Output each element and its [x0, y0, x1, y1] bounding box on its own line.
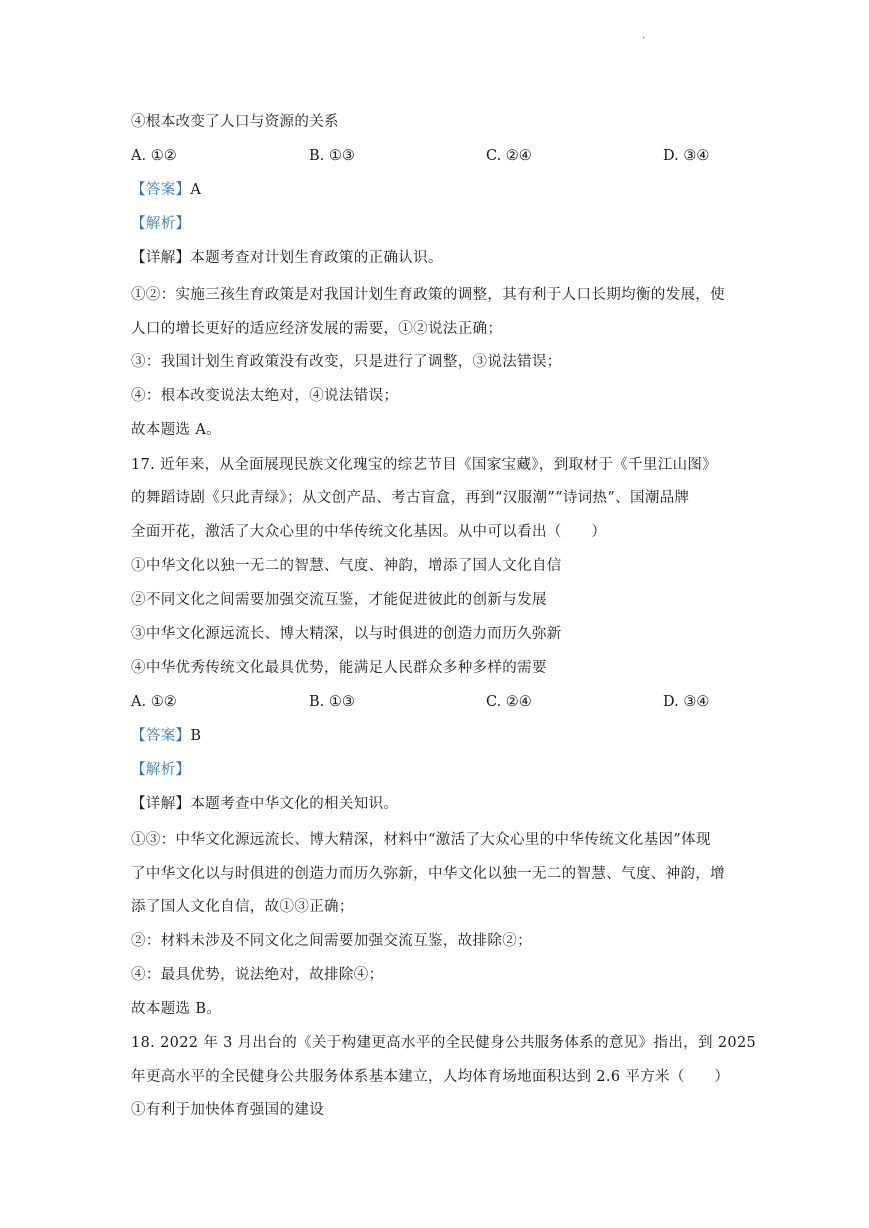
- q17-option-4: ④中华优秀传统文化最具优势，能满足人民群众多种多样的需要: [131, 660, 547, 676]
- q18-stem-line: 年更高水平的全民健身公共服务体系基本建立，人均体育场地面积达到 2.6 平方米（ ）: [131, 1069, 730, 1085]
- q17-option-3: ③中华文化源远流长、博大精深，以与时俱进的创造力而历久弥新: [131, 626, 562, 642]
- q17-stem-line: 17. 近年来，从全面展现民族文化瑰宝的综艺节目《国家宝藏》，到取材于《千里江山图》: [131, 457, 718, 473]
- q17-choice-b: B. ①③: [309, 694, 355, 710]
- q17-choice-c: C. ②④: [486, 694, 532, 710]
- q17-choice-d: D. ③④: [663, 694, 710, 710]
- q16-answer: [131, 180, 201, 200]
- q17-detail-line: ②：材料未涉及不同文化之间需要加强交流互鉴，故排除②；: [131, 933, 532, 949]
- q16-detail-line: 【详解】本题考查对计划生育政策的正确认识。: [131, 250, 443, 266]
- q16-choice-a: A. ①②: [131, 148, 177, 164]
- answer-label: 【答案】: [131, 728, 191, 744]
- q16-choice-d: D. ③④: [663, 148, 710, 164]
- q17-detail-line: 了中华文化以与时俱进的创造力而历久弥新，中华文化以独一无二的智慧、气度、神韵，增: [131, 866, 725, 882]
- q17-choice-a: A. ①②: [131, 694, 177, 710]
- answer-value: A: [190, 182, 202, 198]
- q18-option-1: ①有利于加快体育强国的建设: [131, 1102, 325, 1118]
- q16-choice-b: B. ①③: [309, 148, 355, 164]
- q16-analysis-label: 【解析】: [131, 216, 191, 232]
- q16-detail-line: ③：我国计划生育政策没有改变，只是进行了调整，③说法错误；: [131, 354, 562, 370]
- q17-detail-line: 添了国人文化自信，故①③正确；: [131, 899, 354, 915]
- q17-detail-line: 故本题选 B。: [131, 1001, 222, 1017]
- answer-value: B: [190, 728, 202, 744]
- q16-detail-line: ①②：实施三孩生育政策是对我国计划生育政策的调整，其有利于人口长期均衡的发展，使: [131, 287, 725, 303]
- q18-stem-line: 18. 2022 年 3 月出台的《关于构建更高水平的全民健身公共服务体系的意见》指出，到 2025: [131, 1035, 757, 1051]
- q17-detail-line: 【详解】本题考查中华文化的相关知识。: [131, 796, 399, 812]
- q17-detail-line: ④：最具优势，说法绝对，故排除④；: [131, 967, 384, 983]
- q16-option-4: ④根本改变了人口与资源的关系: [131, 114, 339, 130]
- q16-detail-line: ④：根本改变说法太绝对，④说法错误；: [131, 388, 399, 404]
- q17-analysis-label: 【解析】: [131, 762, 191, 778]
- header-mark: .: [642, 30, 646, 41]
- q16-detail-line: 人口的增长更好的适应经济发展的需要，①②说法正确；: [131, 321, 503, 337]
- answer-label: 【答案】: [131, 182, 191, 198]
- q17-answer: [131, 726, 201, 746]
- q16-choice-c: C. ②④: [486, 148, 532, 164]
- q17-stem-line: 全面开花，激活了大众心里的中华传统文化基因。从中可以看出（ ）: [131, 524, 607, 540]
- q16-detail-line: 故本题选 A。: [131, 422, 222, 438]
- q17-stem-line: 的舞蹈诗剧《只此青绿》；从文创产品、考古盲盒，再到“汉服潮”“诗词热”、国潮品牌: [131, 490, 690, 506]
- q17-option-2: ②不同文化之间需要加强交流互鉴，才能促进彼此的创新与发展: [131, 592, 547, 608]
- q17-option-1: ①中华文化以独一无二的智慧、气度、神韵，增添了国人文化自信: [131, 558, 562, 574]
- q17-detail-line: ①③：中华文化源远流长、博大精深，材料中“激活了大众心里的中华传统文化基因”体现: [131, 832, 711, 848]
